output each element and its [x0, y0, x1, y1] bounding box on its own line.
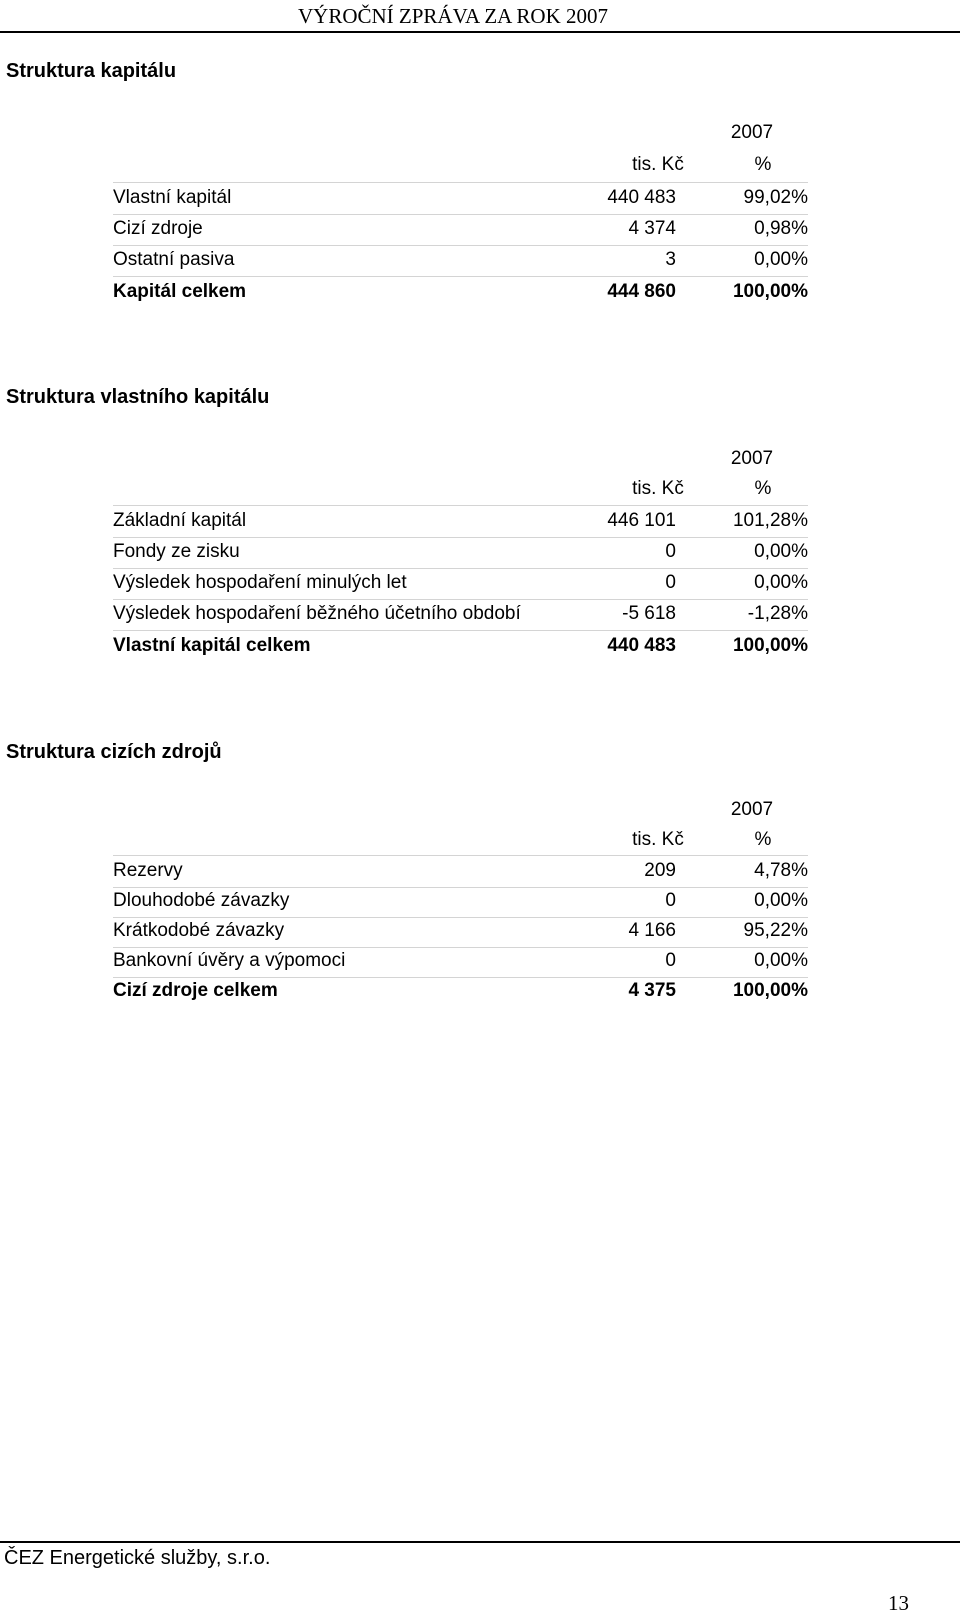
row-percent: 0,00% — [754, 890, 808, 911]
table-row — [113, 600, 808, 631]
table-total-row — [113, 977, 808, 1007]
row-percent: 0,98% — [754, 218, 808, 239]
row-value: 4 375 — [628, 980, 676, 1001]
row-value: 4 374 — [628, 218, 676, 239]
year-header: 2007 — [730, 122, 774, 143]
row-label: Vlastní kapitál celkem — [113, 635, 311, 656]
table-row — [113, 215, 808, 246]
table-row — [113, 887, 808, 918]
unit-header: tis. Kč — [632, 154, 684, 175]
row-percent: 0,00% — [754, 950, 808, 971]
table-row — [113, 507, 808, 538]
section-title-equity-structure: Struktura vlastního kapitálu — [6, 386, 270, 408]
row-value: 3 — [665, 249, 676, 270]
row-label: Krátkodobé závazky — [113, 920, 285, 941]
page-number: 13 — [888, 1591, 909, 1615]
table-total-row — [113, 278, 808, 308]
table-row — [113, 569, 808, 600]
row-label: Výsledek hospodaření běžného účetního období — [113, 603, 521, 624]
percent-header: % — [754, 154, 772, 175]
section-title-liabilities-structure: Struktura cizích zdrojů — [6, 741, 222, 763]
row-label: Ostatní pasiva — [113, 249, 235, 270]
row-label: Základní kapitál — [113, 510, 247, 531]
unit-header: tis. Kč — [632, 478, 684, 499]
row-percent: 99,02% — [743, 187, 808, 208]
header-divider — [0, 31, 960, 33]
table-row — [113, 538, 808, 569]
year-header: 2007 — [730, 799, 774, 820]
header-divider — [113, 505, 808, 506]
table-row — [113, 917, 808, 948]
row-label: Dlouhodobé závazky — [113, 890, 290, 911]
row-label: Fondy ze zisku — [113, 541, 240, 562]
table-row — [113, 947, 808, 978]
row-label: Cizí zdroje — [113, 218, 203, 239]
row-value: 440 483 — [607, 635, 676, 656]
row-percent: 101,28% — [732, 510, 808, 531]
row-label: Rezervy — [113, 860, 183, 881]
row-value: 0 — [665, 572, 676, 593]
row-label: Výsledek hospodaření minulých let — [113, 572, 407, 593]
row-value: 0 — [665, 890, 676, 911]
table-row — [113, 857, 808, 888]
row-percent: 100,00% — [732, 980, 808, 1001]
header-divider — [113, 182, 808, 183]
table-row — [113, 184, 808, 215]
percent-header: % — [754, 829, 772, 850]
row-percent: -1,28% — [747, 603, 808, 624]
unit-header: tis. Kč — [632, 829, 684, 850]
report-header-title: VÝROČNÍ ZPRÁVA ZA ROK 2007 — [298, 4, 608, 28]
row-label: Vlastní kapitál — [113, 187, 232, 208]
row-value: 444 860 — [607, 281, 676, 302]
row-value: 0 — [665, 541, 676, 562]
row-value: 440 483 — [607, 187, 676, 208]
row-percent: 0,00% — [754, 572, 808, 593]
row-value: 446 101 — [607, 510, 676, 531]
row-percent: 100,00% — [732, 281, 808, 302]
table-total-row — [113, 632, 808, 662]
row-value: 4 166 — [628, 920, 676, 941]
header-divider — [113, 855, 808, 856]
footer-company-name: ČEZ Energetické služby, s.r.o. — [4, 1547, 271, 1569]
percent-header: % — [754, 478, 772, 499]
row-label: Kapitál celkem — [113, 281, 247, 302]
footer-divider — [0, 1541, 960, 1543]
row-percent: 4,78% — [754, 860, 808, 881]
row-value: 209 — [644, 860, 676, 881]
row-percent: 100,00% — [732, 635, 808, 656]
row-value: -5 618 — [622, 603, 676, 624]
row-percent: 0,00% — [754, 541, 808, 562]
row-value: 0 — [665, 950, 676, 971]
year-header: 2007 — [730, 448, 774, 469]
row-percent: 0,00% — [754, 249, 808, 270]
table-row — [113, 246, 808, 277]
row-label: Cizí zdroje celkem — [113, 980, 278, 1001]
row-percent: 95,22% — [743, 920, 808, 941]
row-label: Bankovní úvěry a výpomoci — [113, 950, 346, 971]
section-title-capital-structure: Struktura kapitálu — [6, 60, 177, 82]
